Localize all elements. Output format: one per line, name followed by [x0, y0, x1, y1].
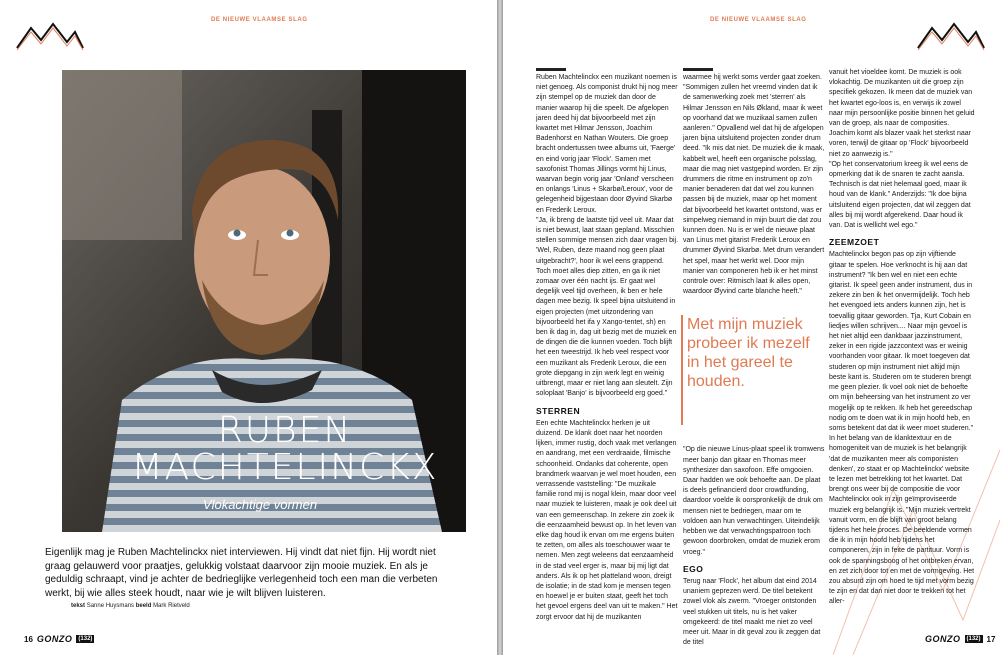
col3-paragraph-c: Machtelinckx begon pas op zijn vijftiende gitaar te spelen. Hoe verknocht is hij aan dat instrument? "Ik ben wel en niet een echte gitarist. Ik speel geen ander instrument, dus in zekere zin ben ik het onvermijdelijk. Toch heb het evengoed iets anders kunnen zijn, het is toevallig gitaar geworden. Tja, Kurt Cobain en liedjes willen schrijven.... Naar mijn gevoel is het niet altijd een dankbaar jazzinstrument, zeker in een rigide jazzcontext was er weinig voorhanden voor gitaar. Ik moet toegeven dat studeren op mijn instrument niet altijd mijn beste kant is. Studeren om te studeren brengt me geen plezier. Ik voel ook niet de behoefte om mijn beheersing van het instrument zo ver mogelijk op te rekken. Ik heb het gereedschap nodig om te doen wat ik in mijn hoofd heb, en soms betekent dat dat ik weer moet studeren." In het belang van de klanktextuur en de homogeniteit van de muziek is het belangrijk 'dat de muzikanten meer als componisten denken', zo staat er op Machtelinckx' website te lezen met betrekking tot het kwartet. Dat brengt ons weer bij de compositie die voor Machtelinckx ook in zijn geïmproviseerde muziek erg belangrijk is. "Mijn muziek vertrekt vanuit vorm, en die blijft van groot belang tijdens het hele proces. De beeldende vormen die ik in mijn hoofd heb tijdens het componeren, zijn in feite de partituur. Vorm is ook de spanningsboog of het ontbreken ervan, en zet zich door tot en met de vormgeving. Het zou absurd zijn om hoed te tijd met vorm bezig te zijn en dat dan niet door te trekken tot het aller- [829, 251, 975, 606]
brand-logo-right: GONZO [925, 634, 961, 644]
credits-photographer: Mark Rietveld [153, 603, 190, 609]
page-number-right: 17 [986, 634, 996, 644]
heading-zeemzoet: ZEEMZOET [829, 237, 880, 248]
pull-quote: Met mijn muziek probeer ik mezelf in het gareel te houden. [687, 316, 810, 390]
col3-paragraph-a: vanuit het vioeldee komt. De muziek is ook vlokachtig. De muzikanten uit die groep zijn specifiek gekozen. Ik meen dat de muziek van het kwartet ego-loos is, en verwijs ik zowel naar mijn persoonlijke positie binnen het geluid van de groep, als naar de composities. Joachim komt als blazer vaak het sterkst naar voren, terwijl de gitaar op 'Flock' bijvoorbeeld niet zo aanwezig is." [829, 69, 975, 158]
page-footer-right [925, 634, 995, 644]
col1-paragraph-c: Een echte Machtelinckx herken je uit duizend. De klank doet naar het noorden lijken, immer rustig, doch vaak met verlangen en aandrang, met een verdraaide, filmische schoonheid. Ondanks dat coherente, open brandmerk waarvan je wel moet houden, een verrassende vaststelling: "De muzikale familie rond mij is nogal klein, maar door veel naar muziek te luisteren, maak je ook deel uit van een gemeenschap. In zekere zin zoek ik die eenzaamheid bewust op. In het leven van elke dag houd ik ervan om me ergens buiten te zetten, om alles als toeschouwer waar te nemen. Men zegt weleens dat eenzaamheid in de stad veel erger is, maar bij mij ligt dat anders. Als ik op het platteland woon, dreigt de isolatie; in de stad kom je mensen tegen en hoewel je er buiten staat, geeft het toch het gevoel ergens deel van uit te maken." Het zorgt ervoor dat hij de muzikanten [536, 419, 678, 621]
article-subtitle: Vlokachtige vormen [202, 497, 318, 512]
issue-number-left: (132) [78, 636, 93, 642]
mountain-logo-icon [916, 20, 986, 52]
text-column-1 [536, 68, 678, 623]
heading-ego: EGO [683, 563, 704, 574]
page-number-left: 16 [24, 634, 33, 644]
credits-author: Sanne Huysmans [86, 603, 135, 609]
page-footer-left [24, 634, 94, 644]
mountain-logo-icon [15, 20, 85, 52]
pull-quote-rule [681, 315, 683, 425]
running-head-left: DE NIEUWE VLAAMSE SLAG [211, 17, 308, 23]
column-rule [536, 68, 566, 71]
running-head-right: DE NIEUWE VLAAMSE SLAG [710, 17, 807, 23]
title-line-2: MACHTELINCKX [131, 447, 439, 488]
col2-paragraph-c: Terug naar 'Flock', het album dat eind 2014 unaniem geprezen werd. De titel betekent zowel vlok als zwerm. "Vroeger ontstonden veel stukken uit titels, nu is het vaker omgekeerd: de titel maakt me niet zo veel meer uit. Maar in dit geval zou ik zeggen dat de titel [683, 577, 821, 647]
intro-paragraph: Eigenlijk mag je Ruben Machtelinckx niet interviewen. Hij vindt dat niet fijn. Hij wordt niet graag gelauwerd voor praatjes, gelukkig volstaat daarvoor zijn mooie muziek. En als je geduldig schraapt, vind je achter de bedrieglijke verlegenheid toch een man die verbeten werkt, bij wie alles steek houdt, naar wie je wilt blijven luisteren. [45, 547, 438, 599]
title-line-1: RUBEN [217, 410, 353, 451]
brand-logo-left: GONZO [36, 634, 73, 644]
col2-paragraph-b: "Op die nieuwe Linus-plaat speel ik tromwens meer banjo dan gitaar en Thomas meer synthesizer dan saxofoon. Effe omgooien. Daar hadden we ook behoefte aan. De plaat is deels gefinancierd door crowdfunding, daardoor voelde ik oorspronkelijk de druk om mensen niet te bedriegen, maar om te voldoen aan hun verwachtingen. Uiteindelijk hebben we dat verwachtingspatroon toch gewoon doorbroken, omdat de muziek erom vroeg." [683, 446, 825, 556]
text-column-3 [829, 68, 975, 608]
left-page [0, 0, 497, 655]
col1-paragraph-b: "Ja, ik breng de laatste tijd veel uit. Maar dat is niet bewust, laat staan gepland. Misschien stellen sommige mensen zich daar vragen bij. 'Wel, Ruben, deze maand nog geen plaat uitgebracht?', hoor ik wel eens grappend. Toch moet alles diep zitten, en ga ik niet zomaar over één nacht ijs. Er gaat wel degelijk veel tijd overheen, ik ben er hele dagen mee bezig. Ik speel bijna uitsluitend in eigen projecten (met uitzondering van bijvoorbeeld het ifa y Xango-tentet, sh) en ben ik dag in, dag uit bezig met de muziek en de dingen die die kunnen voeden. Toch blijft het een tweestrijd. Ik heb veel respect voor een muzikant als Frederik Leroux, die een grote diepgang in zijn werk legt en weinig uitbrengt, maar er niet lang aan sleutelt. Zijn soloplaat 'Banjo' is bijvoorbeeld erg goed." [536, 216, 679, 398]
credits-image-label: beeld [135, 603, 152, 609]
credits-text-label: tekst [71, 603, 86, 609]
right-page [503, 0, 1000, 655]
credits-line [71, 603, 190, 609]
column-rule [683, 68, 713, 71]
article-title [115, 412, 455, 486]
col3-paragraph-b: "Op het conservatorium kreeg ik wel eens de opmerking dat ik de snaren te zacht aansla. Technisch is dat niet helemaal goed, maar ik houd van de klank." Anderzijds: "Ik doe bijna uitsluitend eigen projecten, dat wil zeggen dat alles bij mij wordt afgerekend. Daar houd ik van. Dat is wellicht wel ego." [829, 160, 971, 230]
col2-paragraph-a: waarmee hij werkt soms verder gaat zoeken. "Sommigen zullen het vreemd vinden dat ik de samenwerking zoek met 'sterren' als Hilmar Jensson en Nils Økland, maar ik weet op voorhand dat we muzikaal samen zullen aanleren." Opvallend wel dat hij de afgelopen jaren bijna uitsluitend projecten zonder drum deed. "Ik mis dat niet. De muziek die ik maak, kabbelt wel, heeft een organische polsslag, maar die mag niet vastgepind worden. Er zijn drummers die ritme en instrument op zo'n manier benaderen dat dat wel zou kunnen passen bij de muziek, maar op het moment dat bijvoorbeeld het kwartet ontstond, was er simpelweg niemand in mijn buurt die dat zou kunnen doen. Nu is er wel de nieuwe plaat van Linus met gitarist Frederik Leroux en drummer Øyvind Skarbø. Met drum verandert het spel, maar het werkt wel. Door mijn manier van componeren heb ik er het minst controle over: Ritmisch laat ik alles open, waardoor Øyvind carte blanche heeft." [683, 74, 825, 296]
col1-paragraph-a: Ruben Machtelinckx een muzikant noemen is niet genoeg. Als componist drukt hij nog meer zijn stempel op de muziek dan door de manier waarop hij die speelt. De afgelopen jaren deed hij dat bijvoorbeeld met zijn kwartet met Hilmar Jensson, Joachim Badenhorst en Nathan Wouters. Die groep bracht ondertussen twee albums uit, 'Faerge' en eind vorig jaar 'Flock'. Samen met saxofonist Thomas Jillings vormt hij Linus, waarvan begin vorig jaar 'Onland' verscheen en onlangs 'Linus + Skarbø/Leroux', voor de gelegenheid bijgestaan door Øyvind Skarbø en Frederik Leroux. [536, 74, 678, 214]
issue-number-right: (132) [966, 636, 981, 642]
heading-sterren: STERREN [536, 405, 581, 416]
